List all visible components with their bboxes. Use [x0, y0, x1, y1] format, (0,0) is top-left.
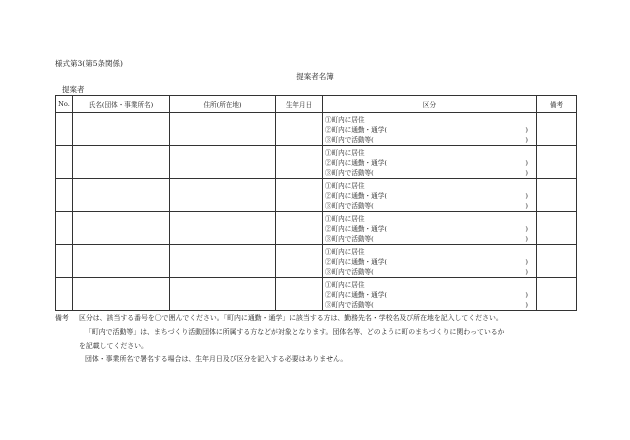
option-reside — [325, 148, 536, 158]
closing-paren: ) — [525, 234, 528, 243]
no-cell[interactable] — [56, 278, 73, 311]
proposer-roster-table — [55, 95, 577, 311]
name-cell[interactable] — [73, 179, 170, 212]
option-commute — [325, 224, 536, 234]
option-activity — [325, 168, 536, 178]
note-text: 区分は、該当する番号を〇で囲んでください。「町内に通勤・通学」に該当する方は、勤務先名・学校名及び所在地を記入してください。 — [79, 314, 503, 322]
option-activity-label: ③町内で活動等( — [325, 201, 374, 210]
closing-paren: ) — [525, 168, 528, 177]
notes-label: 備考 — [55, 314, 69, 322]
option-activity-label: ③町内で活動等( — [325, 168, 374, 177]
no-cell[interactable] — [56, 179, 73, 212]
category-cell[interactable] — [323, 179, 537, 212]
column-header-no: No. — [56, 96, 73, 113]
option-commute-label: ②町内に通勤・通学( — [325, 125, 387, 134]
notes-section — [55, 312, 585, 367]
option-commute-label: ②町内に通勤・通学( — [325, 257, 387, 266]
note-line — [55, 312, 585, 326]
remarks-cell[interactable] — [537, 212, 577, 245]
address-cell[interactable] — [170, 245, 276, 278]
option-commute-label: ②町内に通勤・通学( — [325, 290, 387, 299]
name-cell[interactable] — [73, 278, 170, 311]
table-row — [56, 245, 577, 278]
name-cell[interactable] — [73, 146, 170, 179]
option-activity — [325, 135, 536, 145]
closing-paren: ) — [525, 201, 528, 210]
address-cell[interactable] — [170, 113, 276, 146]
closing-paren: ) — [525, 224, 528, 233]
option-commute-label: ②町内に通勤・通学( — [325, 224, 387, 233]
note-text: 「町内で活動等」は、まちづくり活動団体に所属する方などが対象となります。団体名等、どのように町のまちづくりに関わっているか — [85, 327, 505, 336]
option-reside — [325, 247, 536, 257]
closing-paren: ) — [525, 290, 528, 299]
category-cell[interactable] — [323, 278, 537, 311]
option-activity — [325, 300, 536, 310]
option-commute — [325, 125, 536, 135]
note-line — [55, 353, 585, 367]
table-row — [56, 146, 577, 179]
option-commute — [325, 257, 536, 267]
column-header-address: 住所(所在地) — [170, 96, 276, 113]
option-activity — [325, 234, 536, 244]
section-label: 提案者 — [62, 85, 85, 94]
no-cell[interactable] — [56, 212, 73, 245]
no-cell[interactable] — [56, 146, 73, 179]
birthdate-cell[interactable] — [276, 113, 323, 146]
table-row — [56, 278, 577, 311]
name-cell[interactable] — [73, 212, 170, 245]
option-activity-label: ③町内で活動等( — [325, 135, 374, 144]
birthdate-cell[interactable] — [276, 179, 323, 212]
name-cell[interactable] — [73, 245, 170, 278]
option-reside-label: ①町内に居住 — [325, 280, 365, 289]
remarks-cell[interactable] — [537, 113, 577, 146]
closing-paren: ) — [525, 300, 528, 309]
category-cell[interactable] — [323, 245, 537, 278]
table-header-row — [56, 96, 577, 113]
birthdate-cell[interactable] — [276, 212, 323, 245]
birthdate-cell[interactable] — [276, 245, 323, 278]
option-reside — [325, 280, 536, 290]
option-commute — [325, 290, 536, 300]
option-reside-label: ①町内に居住 — [325, 247, 365, 256]
option-reside — [325, 115, 536, 125]
closing-paren: ) — [525, 257, 528, 266]
table-row — [56, 179, 577, 212]
closing-paren: ) — [525, 125, 528, 134]
option-reside-label: ①町内に居住 — [325, 214, 365, 223]
note-line — [55, 340, 585, 354]
column-header-category: 区分 — [323, 96, 537, 113]
option-reside-label: ①町内に居住 — [325, 115, 365, 124]
option-reside-label: ①町内に居住 — [325, 181, 365, 190]
closing-paren: ) — [525, 135, 528, 144]
form-number: 様式第3(第5条関係) — [55, 59, 123, 68]
closing-paren: ) — [525, 267, 528, 276]
address-cell[interactable] — [170, 212, 276, 245]
table-row — [56, 212, 577, 245]
remarks-cell[interactable] — [537, 179, 577, 212]
option-activity-label: ③町内で活動等( — [325, 300, 374, 309]
column-header-name: 氏名(団体・事業所名) — [73, 96, 170, 113]
option-reside — [325, 214, 536, 224]
option-commute — [325, 191, 536, 201]
column-header-remarks: 備考 — [537, 96, 577, 113]
address-cell[interactable] — [170, 146, 276, 179]
no-cell[interactable] — [56, 245, 73, 278]
option-reside-label: ①町内に居住 — [325, 148, 365, 157]
category-cell[interactable] — [323, 146, 537, 179]
note-text: 団体・事業所名で署名する場合は、生年月日及び区分を記入する必要はありません。 — [85, 355, 348, 364]
option-activity — [325, 267, 536, 277]
category-cell[interactable] — [323, 113, 537, 146]
option-commute-label: ②町内に通勤・通学( — [325, 191, 387, 200]
remarks-cell[interactable] — [537, 245, 577, 278]
address-cell[interactable] — [170, 278, 276, 311]
category-cell[interactable] — [323, 212, 537, 245]
remarks-cell[interactable] — [537, 146, 577, 179]
closing-paren: ) — [525, 158, 528, 167]
birthdate-cell[interactable] — [276, 146, 323, 179]
option-reside — [325, 181, 536, 191]
table-row — [56, 113, 577, 146]
note-line — [55, 326, 585, 340]
address-cell[interactable] — [170, 179, 276, 212]
option-activity-label: ③町内で活動等( — [325, 234, 374, 243]
name-cell[interactable] — [73, 113, 170, 146]
option-activity — [325, 201, 536, 211]
column-header-birthdate: 生年月日 — [276, 96, 323, 113]
document-title: 提案者名簿 — [296, 72, 334, 81]
option-commute-label: ②町内に通勤・通学( — [325, 158, 387, 167]
no-cell[interactable] — [56, 113, 73, 146]
closing-paren: ) — [525, 191, 528, 200]
remarks-cell[interactable] — [537, 278, 577, 311]
option-commute — [325, 158, 536, 168]
option-activity-label: ③町内で活動等( — [325, 267, 374, 276]
note-text: を記載してください。 — [79, 341, 148, 350]
birthdate-cell[interactable] — [276, 278, 323, 311]
